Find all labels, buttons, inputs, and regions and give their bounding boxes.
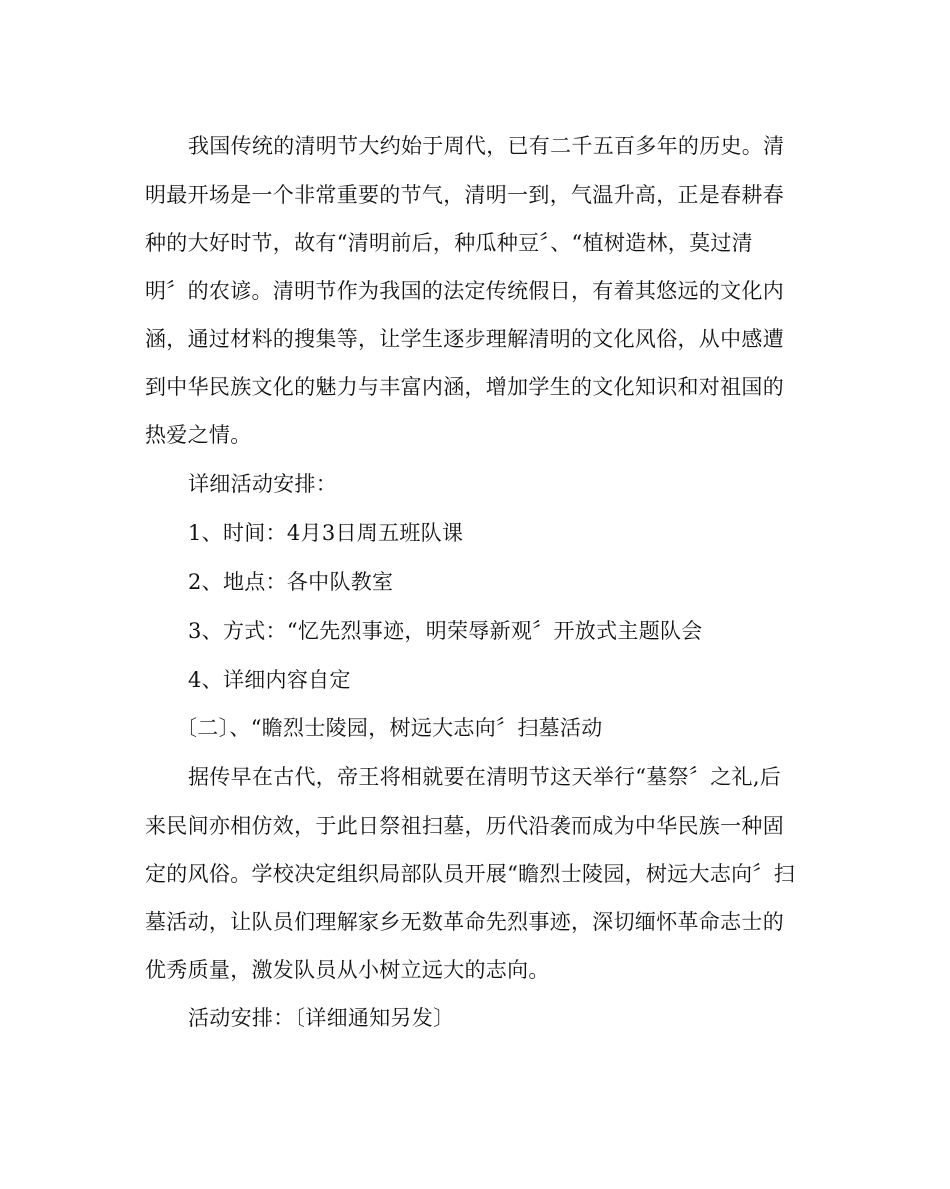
section-heading: 详细活动安排： (188, 472, 338, 496)
text-line: 优秀质量，激发队员从小树立远大的志向。 (145, 958, 550, 982)
text-line: 明最开场是一个非常重要的节气，清明一到，气温升高，正是春耕春 (145, 183, 784, 207)
text-line: 活动安排：〔详细通知另发〕 (188, 1006, 455, 1030)
text-line: 到中华民族文化的魅力与丰富内涵，增加学生的文化知识和对祖国的 (145, 375, 784, 399)
text-line: 墓活动，让队员们理解家乡无数革命先烈事迹，深切缅怀革命志士的 (145, 910, 784, 934)
list-item: 4、详细内容自定 (188, 668, 351, 692)
text-line: 种的大好时节，故有“清明前后，种瓜种豆〞、“植树造林，莫过清 (145, 231, 753, 255)
text-line: 据传早在古代，帝王将相就要在清明节这天举行“墓祭〞之礼,后 (188, 765, 782, 789)
list-item: 2、地点：各中队教室 (188, 570, 394, 594)
text-line: 我国传统的清明节大约始于周代，已有二千五百多年的历史。清 (188, 134, 785, 158)
section-heading: 〔二〕、“瞻烈士陵园，树远大志向〞扫墓活动 (176, 716, 603, 740)
text-line: 定的风俗。学校决定组织局部队员开展“瞻烈士陵园，树远大志向〞扫 (145, 862, 796, 886)
text-line: 明〞的农谚。清明节作为我国的法定传统假日，有着其悠远的文化内 (145, 279, 784, 303)
list-item: 1、时间：4月3日周五班队课 (188, 521, 464, 545)
text-line: 来民间亦相仿效，于此日祭祖扫墓，历代沿袭而成为中华民族一种固 (145, 814, 784, 838)
list-item: 3、方式：“忆先烈事迹，明荣辱新观〞开放式主题队会 (188, 619, 703, 643)
text-line: 热爱之情。 (145, 423, 252, 447)
text-line: 涵，通过材料的搜集等，让学生逐步理解清明的文化风俗，从中感遭 (145, 327, 784, 351)
